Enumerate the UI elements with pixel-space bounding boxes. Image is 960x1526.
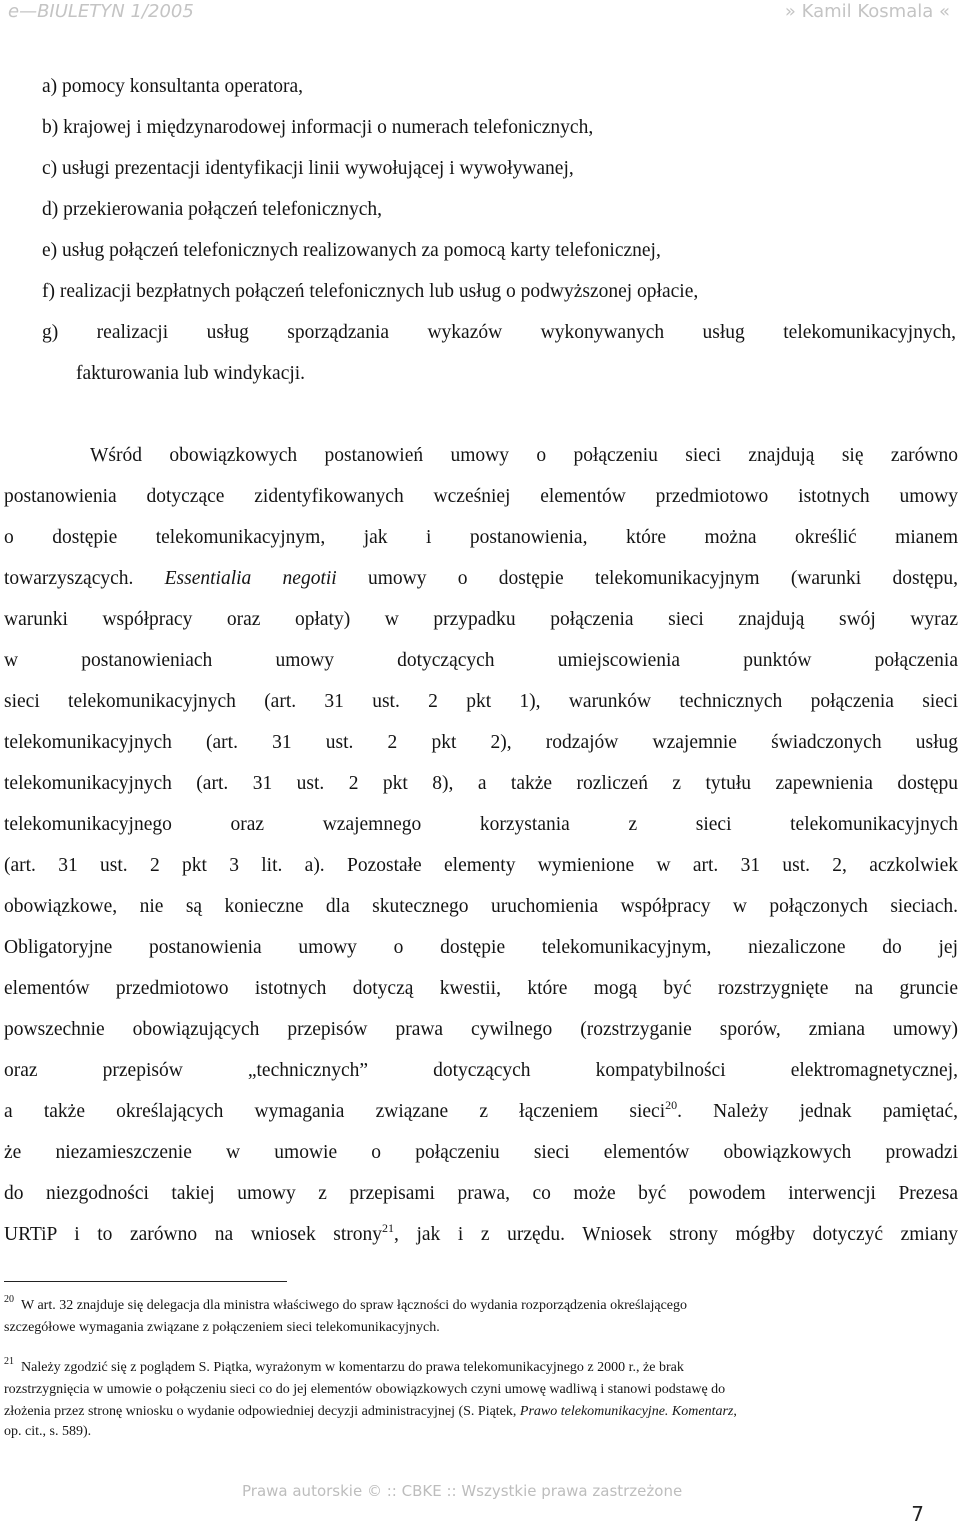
paragraph-line — [4, 1220, 958, 1247]
paragraph-line: telekomunikacyjnych (art. 31 ust. 2 pkt 2), rodzajów wzajemnie świadczonych usług — [4, 732, 958, 753]
footnote-number: 20 — [4, 1294, 14, 1306]
footnote-text: Należy zgodzić się z poglądem S. Piątka, wyrażonym w komentarzu do prawa telekomunikacyjnego z 2000 r., że brak — [21, 1360, 684, 1375]
paragraph-line: telekomunikacyjnych (art. 31 ust. 2 pkt 8), a także rozliczeń z tytułu zapewnienia dostępu — [4, 773, 958, 794]
paragraph-line-part: towarzyszących. — [4, 568, 134, 589]
footnote-text: złożenia przez stronę wniosku o wydanie odpowiedniej decyzji administracyjnej (S. Piątek, — [4, 1404, 517, 1419]
paragraph-line: sieci telekomunikacyjnych (art. 31 ust. 2 pkt 1), warunków technicznych połączenia sieci — [4, 691, 958, 712]
list-item: e) usług połączeń telefonicznych realizowanych za pomocą karty telefonicznej, — [42, 240, 661, 261]
footnote-number: 21 — [4, 1356, 14, 1368]
page-number: 7 — [911, 1502, 924, 1526]
list-item: a) pomocy konsultanta operatora, — [42, 76, 303, 97]
paragraph-line: postanowienia dotyczące zidentyfikowanych wcześniej elementów przedmiotowo istotnych umowy — [4, 486, 958, 507]
paragraph-line — [4, 567, 958, 591]
latin-term: Essentialia negotii — [164, 568, 337, 589]
paragraph-line: powszechnie obowiązujących przepisów prawa cywilnego (rozstrzyganie sporów, zmiana umowy) — [4, 1019, 958, 1040]
footnote-line: op. cit., s. 589). — [4, 1424, 92, 1439]
footnote-ref[interactable]: 21 — [382, 1220, 395, 1235]
list-item: c) usługi prezentacji identyfikacji linii wywołującej i wywoływanej, — [42, 158, 574, 179]
paragraph-line: elementów przedmiotowo istotnych dotyczą kwestii, które mogą być rozstrzygnięte na gruncie — [4, 978, 958, 999]
paragraph-line: w postanowieniach umowy dotyczących umiejscowienia punktów połączenia — [4, 650, 958, 671]
footnote-separator — [4, 1281, 287, 1282]
footnote-line — [4, 1296, 958, 1316]
paragraph-line: do niezgodności takiej umowy z przepisami prawa, co może być powodem interwencji Prezesa — [4, 1183, 958, 1204]
footnote-ref[interactable]: 20 — [665, 1097, 678, 1112]
list-item: d) przekierowania połączeń telefonicznych, — [42, 199, 382, 220]
footnote-text: W art. 32 znajduje się delegacja dla ministra właściwego do spraw łączności do wydania rozporządzenia określającego — [21, 1298, 688, 1313]
paragraph-line: o dostępie telekomunikacyjnym, jak i postanowienia, które można określić mianem — [4, 527, 958, 548]
footnote-text: , — [733, 1404, 737, 1419]
footnote-line — [4, 1358, 958, 1378]
running-header-right: » Kamil Kosmala « — [784, 1, 950, 22]
footnote-line — [4, 1402, 958, 1422]
list-item: f) realizacji bezpłatnych połączeń telefonicznych lub usług o podwyższonej opłacie, — [42, 281, 699, 302]
footnote-line: szczegółowe wymagania związane z połączeniem sieci telekomunikacyjnych. — [4, 1320, 440, 1335]
paragraph-line-part: a także określających wymagania związane z łączeniem sieci — [4, 1101, 666, 1122]
paragraph-line-part: URTiP i to zarówno na wniosek strony — [4, 1224, 383, 1245]
paragraph-line: Wśród obowiązkowych postanowień umowy o połączeniu sieci znajdują się zarówno — [90, 445, 958, 466]
paragraph-line: telekomunikacyjnego oraz wzajemnego korzystania z sieci telekomunikacyjnych — [4, 814, 958, 835]
copyright-notice: Prawa autorskie © :: CBKE :: Wszystkie prawa zastrzeżone — [242, 1482, 683, 1500]
paragraph-line: (art. 31 ust. 2 pkt 3 lit. a). Pozostałe elementy wymienione w art. 31 ust. 2, aczkolwiek — [4, 855, 958, 876]
list-item: g) realizacji usług sporządzania wykazów wykonywanych usług telekomunikacyjnych, — [42, 322, 956, 343]
paragraph-line-part: , jak i z urzędu. Wniosek strony mógłby dotyczyć zmiany — [394, 1224, 958, 1245]
cited-title: Prawo telekomunikacyjne. Komentarz — [519, 1404, 734, 1419]
paragraph-line: że niezamieszczenie w umowie o połączeniu sieci elementów obowiązkowych prowadzi — [4, 1142, 958, 1163]
paragraph-line: oraz przepisów „technicznych” dotyczących kompatybilności elektromagnetycznej, — [4, 1060, 958, 1081]
running-header-left: e—BIULETYN 1/2005 — [8, 1, 194, 22]
paragraph-line: warunki współpracy oraz opłaty) w przypadku połączenia sieci znajdują swój wyraz — [4, 609, 958, 630]
footnote-line: rozstrzygnięcia w umowie o połączeniu sieci co do jej elementów obowiązkowych czyni umowę wadliwą i stanowi podstawę do — [4, 1382, 726, 1397]
paragraph-line-part: . Należy jednak pamiętać, — [677, 1101, 958, 1122]
paragraph-line-part: umowy o dostępie telekomunikacyjnym (warunki dostępu, — [367, 568, 958, 589]
paragraph-line — [4, 1097, 958, 1124]
paragraph-line: Obligatoryjne postanowienia umowy o dostępie telekomunikacyjnym, niezaliczone do jej — [4, 937, 958, 958]
list-item-continuation: fakturowania lub windykacji. — [76, 363, 306, 384]
list-item: b) krajowej i międzynarodowej informacji o numerach telefonicznych, — [42, 117, 594, 138]
paragraph-line: obowiązkowe, nie są konieczne dla skutecznego uruchomienia współpracy w połączonych sieciach. — [4, 896, 958, 917]
